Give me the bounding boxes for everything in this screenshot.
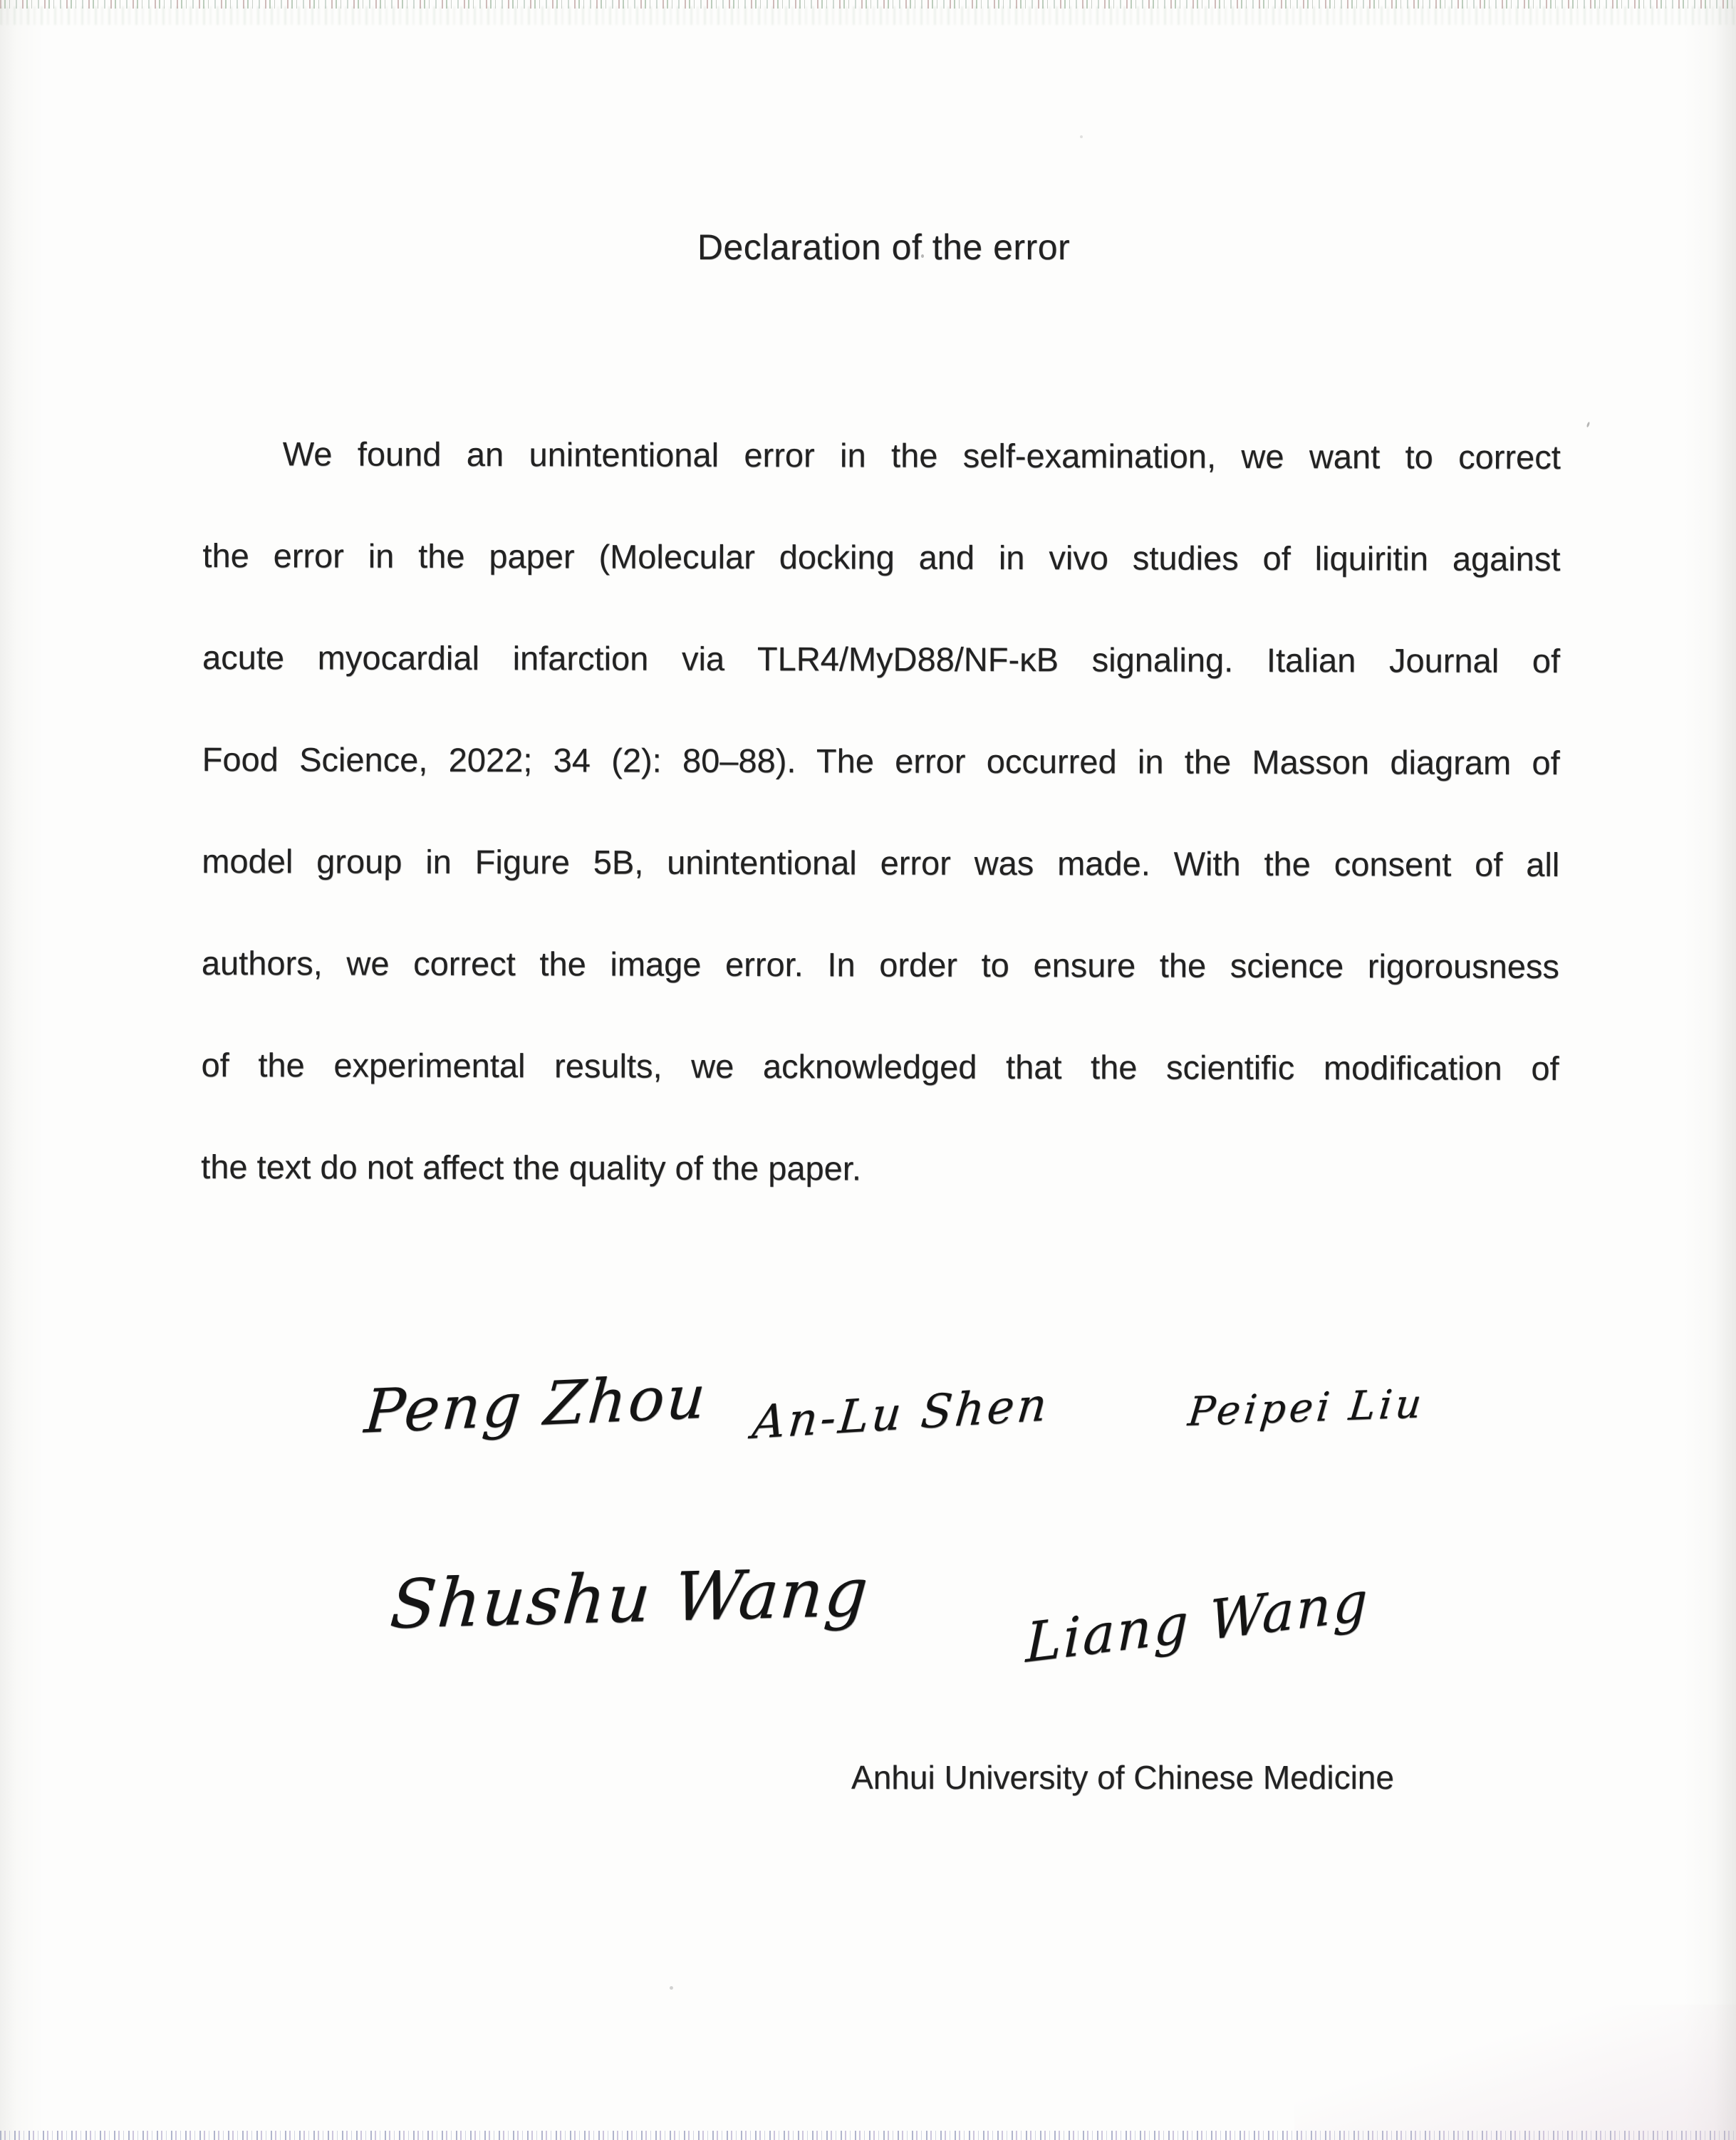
scan-noise-bottom-strip bbox=[0, 2131, 1736, 2140]
declaration-paragraph bbox=[201, 402, 1561, 1221]
paragraph-line: the text do not affect the quality of the paper. bbox=[201, 1147, 862, 1188]
scan-shade-right-edge bbox=[1715, 0, 1736, 2140]
paragraph-line: Food Science, 2022; 34 (2): 80–88). The error occurred in the Masson diagram of bbox=[202, 739, 1560, 781]
paragraph-line: We found an unintentional error in the self-examination, we want to correct bbox=[282, 435, 1561, 476]
paragraph-line: the error in the paper (Molecular docking and in vivo studies of liquiritin against bbox=[202, 536, 1561, 578]
scan-speck bbox=[1586, 422, 1591, 428]
signature-peng-zhou: Peng Zhou bbox=[362, 1361, 710, 1447]
scan-shade-left-edge bbox=[0, 0, 16, 2140]
signature-shushu-wang: Shushu Wang bbox=[387, 1554, 873, 1644]
paragraph-line: model group in Figure 5B, unintentional error was made. With the consent of all bbox=[202, 841, 1560, 883]
signature-peipei-liu: Peipei Liu bbox=[1185, 1381, 1428, 1435]
signature-liang-wang: Liang Wang bbox=[1025, 1568, 1371, 1676]
signature-an-lu-shen: An-Lu Shen bbox=[749, 1378, 1052, 1450]
affiliation-line: Anhui University of Chinese Medicine bbox=[851, 1759, 1394, 1796]
scan-noise-top-soft-strip bbox=[0, 6, 1736, 25]
paragraph-line: authors, we correct the image error. In order to ensure the science rigorousness bbox=[201, 943, 1560, 985]
paragraph-line: acute myocardial infarction via TLR4/MyD88/NF-κB signaling. Italian Journal of bbox=[202, 638, 1561, 680]
scan-speck bbox=[1080, 135, 1083, 138]
paragraph-line: of the experimental results, we acknowledged that the scientific modification of bbox=[201, 1045, 1559, 1087]
document-title: Declaration of the error bbox=[697, 227, 1071, 267]
scan-speck bbox=[670, 1986, 673, 1990]
scan-haze-bottom-right bbox=[1294, 2005, 1736, 2140]
